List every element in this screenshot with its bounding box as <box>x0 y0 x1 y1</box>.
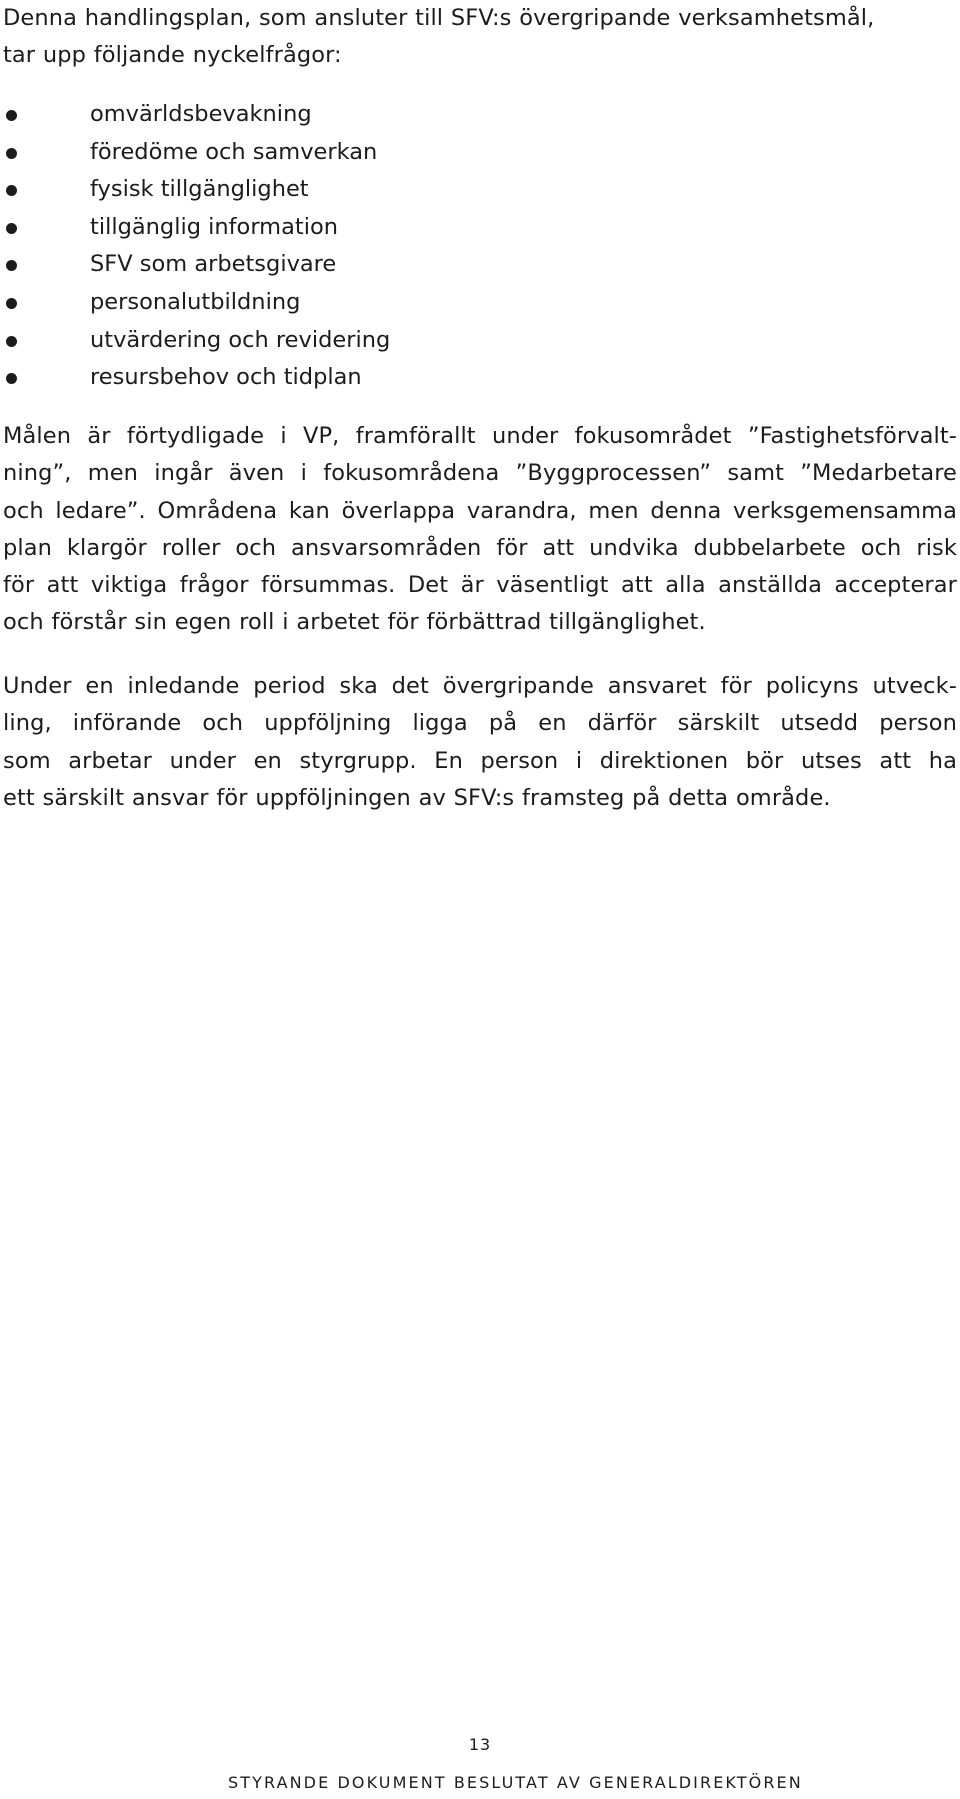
bullet-icon <box>6 148 17 159</box>
list-item-label: SFV som arbetsgivare <box>90 251 337 278</box>
paragraph-line: som arbetar under en styrgrupp. En person i direktionen bör utses att ha <box>3 747 957 774</box>
list-item-label: utvärdering och revidering <box>90 326 391 353</box>
list-item <box>3 284 390 322</box>
bullet-icon <box>6 260 17 271</box>
list-item <box>3 359 390 397</box>
bullet-icon <box>6 110 17 121</box>
intro-line: tar upp följande nyckelfrågor: <box>3 42 342 69</box>
list-item <box>3 134 390 172</box>
goals-paragraph <box>3 418 957 642</box>
paragraph-line: ett särskilt ansvar för uppföljningen av SFV:s framsteg på detta område. <box>3 784 831 811</box>
running-footer: STYRANDE DOKUMENT BESLUTAT AV GENERALDIREKTÖREN <box>228 1773 803 1792</box>
bullet-icon <box>6 336 17 347</box>
intro-line: Denna handlingsplan, som ansluter till SFV:s övergripande verksamhetsmål, <box>3 5 875 31</box>
responsibility-paragraph <box>3 668 957 817</box>
list-item <box>3 171 390 209</box>
bullet-icon <box>6 223 17 234</box>
list-item-label: föredöme och samverkan <box>90 138 378 165</box>
list-item-label: omvärldsbevakning <box>90 101 312 127</box>
paragraph-line: Målen är förtydligade i VP, framförallt under fokusområdet ”Fastighetsförvalt- <box>3 423 957 449</box>
paragraph-line: Under en inledande period ska det övergripande ansvaret för policyns utveck- <box>3 673 957 699</box>
list-item-label: fysisk tillgänglighet <box>90 176 309 203</box>
list-item-label: tillgänglig information <box>90 213 338 240</box>
list-item-label: personalutbildning <box>90 288 301 315</box>
list-item-label: resursbehov och tidplan <box>90 364 362 391</box>
page-number: 13 <box>468 1735 492 1754</box>
paragraph-line: för att viktiga frågor försummas. Det är väsentligt att alla anställda accepterar <box>3 572 957 599</box>
list-item <box>3 209 390 247</box>
paragraph-line: och ledare”. Områdena kan överlappa varandra, men denna verksgemensamma <box>3 497 957 524</box>
bullet-icon <box>6 185 17 196</box>
paragraph-line: och förstår sin egen roll i arbetet för förbättrad tillgänglighet. <box>3 609 706 636</box>
bullet-icon <box>6 298 17 309</box>
paragraph-line: plan klargör roller och ansvarsområden för att undvika dubbelarbete och risk <box>3 534 957 561</box>
paragraph-line: ning”, men ingår även i fokusområdena ”Byggprocessen” samt ”Medarbetare <box>3 460 957 487</box>
bullet-icon <box>6 373 17 384</box>
list-item <box>3 322 390 360</box>
paragraph-line: ling, införande och uppföljning ligga på en därför särskilt utsedd person <box>3 710 957 737</box>
list-item <box>3 96 390 134</box>
key-questions-list <box>3 96 390 397</box>
intro-paragraph <box>3 0 957 75</box>
list-item <box>3 246 390 284</box>
